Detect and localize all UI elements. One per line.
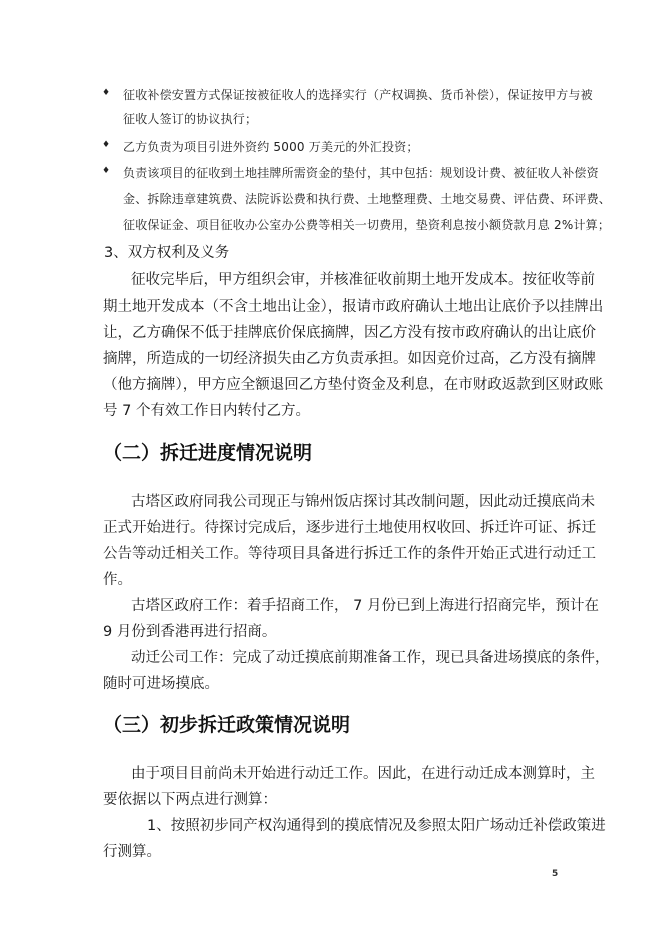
paragraph-line: 古塔区政府工作：着手招商工作， 7 月份已到上海进行招商完毕，预计在 <box>131 598 599 614</box>
paragraph-line: 随时可进场摸底。 <box>103 676 219 692</box>
paragraph-line: 摘牌，所造成的一切经济损失由乙方负责承担。如因竞价过高，乙方没有摘牌 <box>103 351 596 367</box>
section-heading: 3、双方权利及义务 <box>104 245 230 261</box>
paragraph-line: 古塔区政府同我公司现正与锦州饭店探讨其改制问题，因此动迁摸底尚未 <box>131 494 595 510</box>
paragraph-line: 征收完毕后，甲方组织会审，并核准征收前期土地开发成本。按征收等前 <box>131 272 595 288</box>
bullet-1-line-1: 征收补偿安置方式保证按被征收人的选择实行（产权调换、货币补偿），保证按甲方与被 <box>123 88 593 102</box>
section-heading: （二）拆迁进度情况说明 <box>103 442 313 464</box>
paragraph-line: 9 月份到香港再进行招商。 <box>103 624 277 640</box>
bullet-diamond-icon: ♦ <box>102 140 111 150</box>
paragraph-line: 行测算。 <box>103 844 161 860</box>
page-number: 5 <box>552 869 559 879</box>
section-heading: （三）初步拆迁政策情况说明 <box>103 714 351 736</box>
bullet-3-line-3: 征收保证金、项目征收办公室办公费等相关一切费用，垫资利息按小额贷款月息 2%计算； <box>123 218 611 232</box>
paragraph-line: 公告等动迁相关工作。等待项目具备进行拆迁工作的条件开始正式进行动迁工 <box>103 546 596 562</box>
paragraph-line: 要依据以下两点进行测算： <box>103 792 277 808</box>
bullet-1-line-2: 征收人签订的协议执行； <box>123 112 258 126</box>
paragraph-line: 由于项目目前尚未开始进行动迁工作。因此，在进行动迁成本测算时，主 <box>131 766 595 782</box>
paragraph-line: 1、按照初步同产权沟通得到的摸底情况及参照太阳广场动迁补偿政策进 <box>147 818 606 834</box>
paragraph-line: （他方摘牌），甲方应全额退回乙方垫付资金及利息，在市财政返款到区财政账 <box>103 377 604 393</box>
paragraph-line: 正式开始进行。待探讨完成后，逐步进行土地使用权收回、拆迁许可证、拆迁 <box>103 520 596 536</box>
bullet-diamond-icon: ♦ <box>102 88 111 98</box>
paragraph-line: 期土地开发成本（不含土地出让金），报请市政府确认土地出让底价予以挂牌出 <box>103 299 604 315</box>
bullet-diamond-icon: ♦ <box>102 166 111 176</box>
bullet-2-line-1: 乙方负责为项目引进外资约 5000 万美元的外汇投资； <box>123 140 419 154</box>
paragraph-line: 让，乙方确保不低于挂牌底价保底摘牌，因乙方没有按市政府确认的出让底价 <box>103 325 596 341</box>
bullet-3-line-1: 负责该项目的征收到土地挂牌所需资金的垫付，其中包括：规划设计费、被征收人补偿资 <box>123 166 599 180</box>
bullet-3-line-2: 金、拆除违章建筑费、法院诉讼费和执行费、土地整理费、土地交易费、评估费、环评费、 <box>123 192 612 206</box>
paragraph-line: 动迁公司工作：完成了动迁摸底前期准备工作，现已具备进场摸底的条件， <box>131 650 610 666</box>
paragraph-line: 号 7 个有效工作日内转付乙方。 <box>103 403 310 419</box>
paragraph-line: 作。 <box>103 572 132 588</box>
